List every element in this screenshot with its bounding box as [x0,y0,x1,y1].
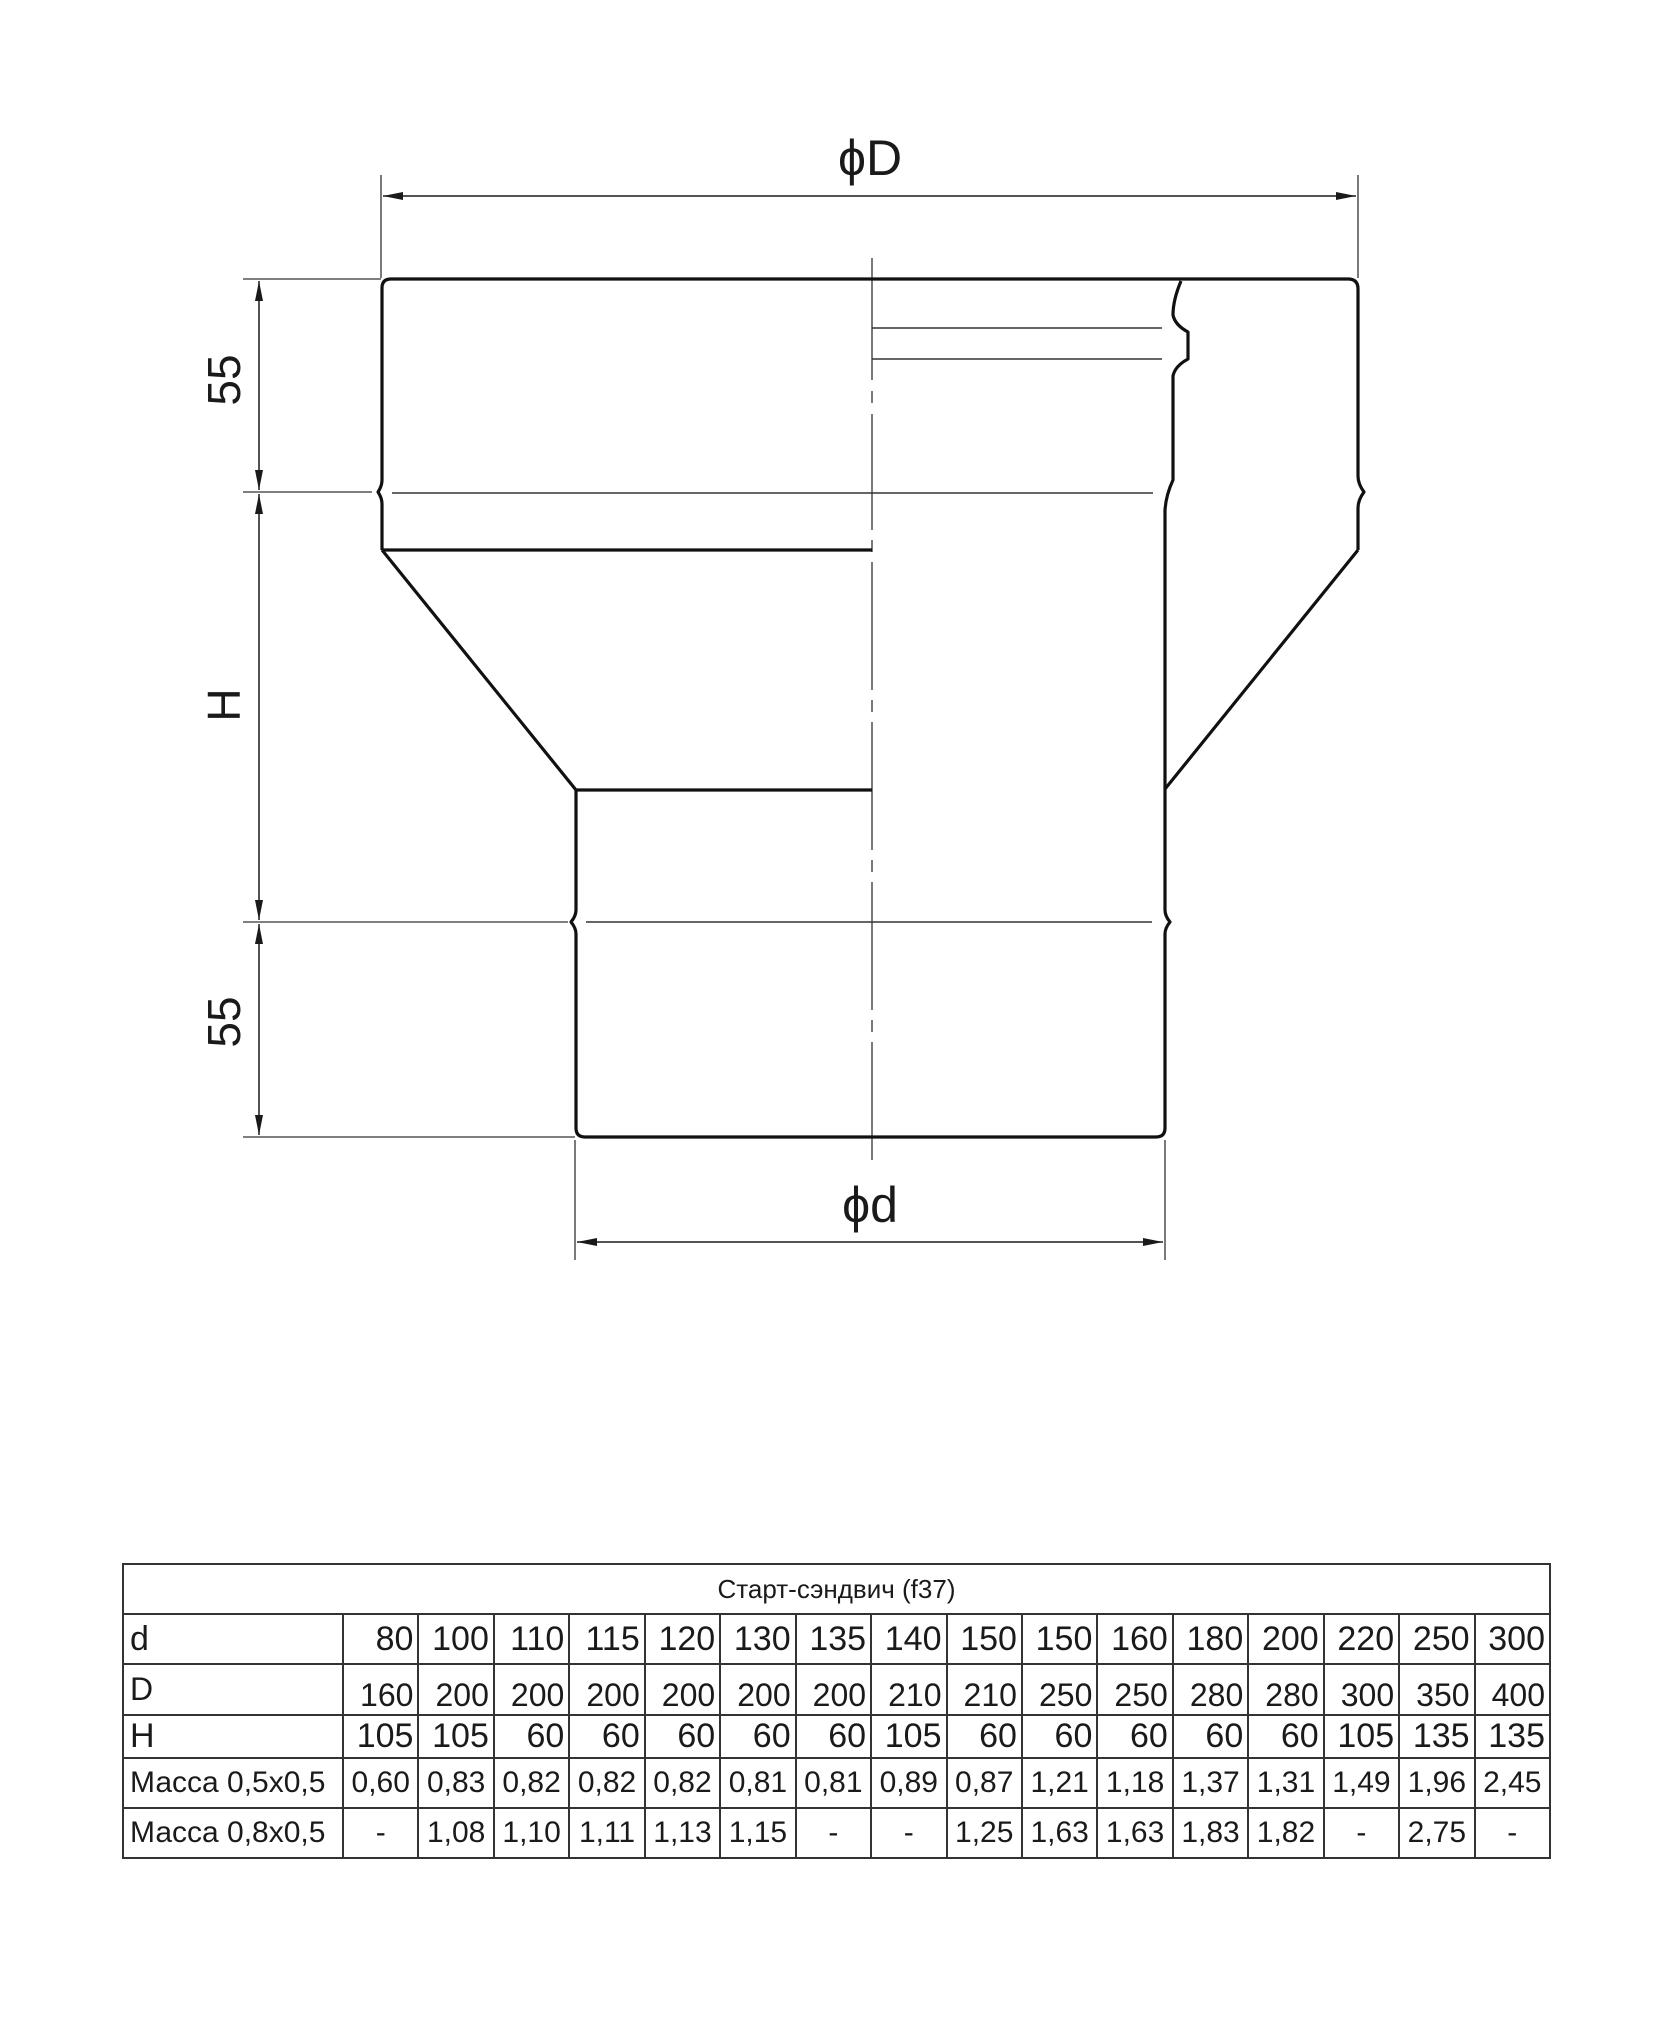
adapter-body-outline [378,279,1364,1137]
cell: 0,82 [645,1758,720,1808]
cell: 200 [494,1664,569,1715]
cell: 1,25 [947,1808,1022,1858]
cell: 0,82 [494,1758,569,1808]
cell: 60 [1173,1715,1248,1758]
cell: 80 [343,1614,418,1664]
row-label: d [123,1614,343,1664]
cell: 0,89 [871,1758,946,1808]
table-row [123,1614,1550,1664]
cell: 105 [871,1715,946,1758]
cell: 60 [1248,1715,1323,1758]
cell: 60 [494,1715,569,1758]
cell: 160 [343,1664,418,1715]
cell: 60 [1097,1715,1172,1758]
cell: 1,63 [1097,1808,1172,1858]
cell: 100 [418,1614,493,1664]
cell: 1,83 [1173,1808,1248,1858]
cell: 200 [720,1664,795,1715]
cell: 105 [1324,1715,1399,1758]
cell: 280 [1173,1664,1248,1715]
row-label: D [123,1664,343,1715]
bottom-height-label: 55 [198,996,250,1048]
cell: - [796,1808,871,1858]
spec-table [122,1563,1551,1859]
row-label: H [123,1715,343,1758]
cell: 105 [343,1715,418,1758]
cell: 220 [1324,1614,1399,1664]
row-label: Масса 0,8х0,5 [123,1808,343,1858]
cell: 300 [1324,1664,1399,1715]
cell: 60 [1022,1715,1097,1758]
cell: 300 [1475,1614,1550,1664]
cell: 250 [1022,1664,1097,1715]
cell: - [343,1808,418,1858]
table-row [123,1664,1550,1715]
cell: 1,21 [1022,1758,1097,1808]
cell: 105 [418,1715,493,1758]
cell: 60 [796,1715,871,1758]
cell: 1,96 [1399,1758,1474,1808]
cell: 115 [569,1614,644,1664]
cell: 60 [947,1715,1022,1758]
table-row [123,1808,1550,1858]
cell: 60 [569,1715,644,1758]
cell: 120 [645,1614,720,1664]
extension-lines [243,175,1358,1260]
cell: 1,11 [569,1808,644,1858]
cell: 400 [1475,1664,1550,1715]
cell: 1,10 [494,1808,569,1858]
cell: 1,63 [1022,1808,1097,1858]
cell: 1,31 [1248,1758,1323,1808]
inner-diameter-label: ϕd [842,1177,898,1233]
cell: 200 [645,1664,720,1715]
cell: 200 [569,1664,644,1715]
row-label: Масса 0,5х0,5 [123,1758,343,1808]
cell: 135 [1475,1715,1550,1758]
cell: 150 [947,1614,1022,1664]
cell: 60 [645,1715,720,1758]
cell: 0,87 [947,1758,1022,1808]
cell: 200 [1248,1614,1323,1664]
dimension-lines [259,196,1356,1242]
cell: 140 [871,1614,946,1664]
cell: 2,75 [1399,1808,1474,1858]
cell: - [1324,1808,1399,1858]
top-height-label: 55 [198,354,250,406]
cell: 280 [1248,1664,1323,1715]
cell: 1,08 [418,1808,493,1858]
table-row [123,1715,1550,1758]
cell: 1,15 [720,1808,795,1858]
cell: 0,81 [796,1758,871,1808]
cell: 1,49 [1324,1758,1399,1808]
cell: 210 [871,1664,946,1715]
outer-diameter-label: ϕD [837,130,903,186]
cell: 110 [494,1614,569,1664]
cell: 1,18 [1097,1758,1172,1808]
cell: 130 [720,1614,795,1664]
cell: - [871,1808,946,1858]
cell: 200 [418,1664,493,1715]
table-row [123,1758,1550,1808]
table-title: Старт-сэндвич (f37) [123,1564,1550,1614]
cell: 0,81 [720,1758,795,1808]
cell: 0,83 [418,1758,493,1808]
transition-height-label: H [198,688,250,722]
cell: - [1475,1808,1550,1858]
cell: 350 [1399,1664,1474,1715]
cell: 1,13 [645,1808,720,1858]
cell: 0,82 [569,1758,644,1808]
cell: 135 [796,1614,871,1664]
cell: 60 [720,1715,795,1758]
cell: 2,45 [1475,1758,1550,1808]
cell: 250 [1097,1664,1172,1715]
cell: 250 [1399,1614,1474,1664]
cell: 135 [1399,1715,1474,1758]
cell: 200 [796,1664,871,1715]
cell: 150 [1022,1614,1097,1664]
cell: 180 [1173,1614,1248,1664]
cell: 210 [947,1664,1022,1715]
cell: 1,82 [1248,1808,1323,1858]
thin-section-lines [392,328,1162,922]
cell: 1,37 [1173,1758,1248,1808]
cell: 160 [1097,1614,1172,1664]
cell: 0,60 [343,1758,418,1808]
